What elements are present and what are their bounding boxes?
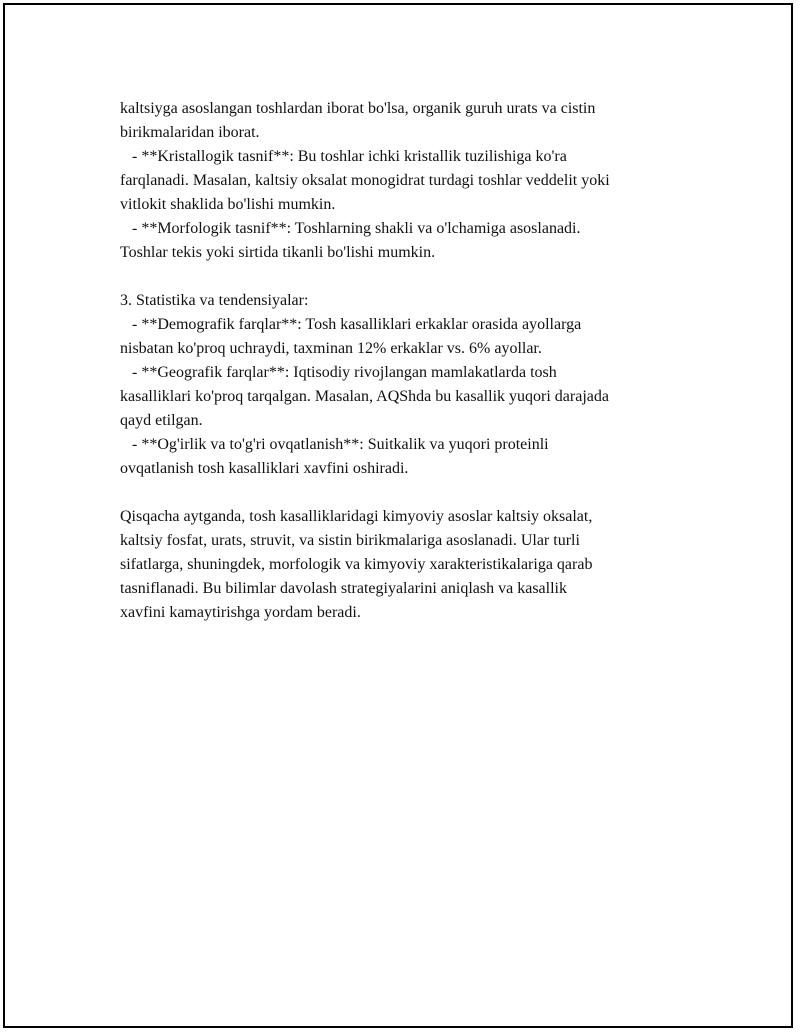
text-line: birikmalaridan iborat. xyxy=(120,124,260,141)
section-heading: 3. Statistika va tendensiyalar: xyxy=(120,292,309,309)
list-item-morphological: - **Morfologik tasnif**: Toshlarning shakli va o'lchamiga asoslanadi. xyxy=(120,220,581,237)
paragraph-statistics xyxy=(120,289,700,481)
list-item-crystallographic: - **Kristallogik tasnif**: Bu toshlar ichki kristallik tuzilishiga ko'ra xyxy=(120,148,567,165)
text-line: xavfini kamaytirishga yordam beradi. xyxy=(120,604,361,621)
list-item-nutrition: - **Og'irlik va to'g'ri ovqatlanish**: Suitkalik va yuqori proteinli xyxy=(120,436,549,453)
text-line: sifatlarga, shuningdek, morfologik va kimyoviy xarakteristikalariga qarab xyxy=(120,556,593,573)
text-line: kaltsiy fosfat, urats, struvit, va sistin birikmalariga asoslanadi. Ular turli xyxy=(120,532,580,549)
text-line: kaltsiyga asoslangan toshlardan iborat bo'lsa, organik guruh urats va cistin xyxy=(120,100,596,117)
text-line: Qisqacha aytganda, tosh kasalliklaridagi kimyoviy asoslar kaltsiy oksalat, xyxy=(120,508,593,525)
text-line: ovqatlanish tosh kasalliklari xavfini oshiradi. xyxy=(120,460,409,477)
document-body xyxy=(120,97,700,625)
list-item-geographic: - **Geografik farqlar**: Iqtisodiy rivojlangan mamlakatlarda tosh xyxy=(120,364,557,381)
paragraph-spacer xyxy=(120,481,700,505)
text-line: farqlanadi. Masalan, kaltsiy oksalat monogidrat turdagi toshlar veddelit yoki xyxy=(120,172,610,189)
text-line: Toshlar tekis yoki sirtida tikanli bo'lishi mumkin. xyxy=(120,244,436,261)
text-line: nisbatan ko'proq uchraydi, taxminan 12% erkaklar vs. 6% ayollar. xyxy=(120,340,542,357)
paragraph-spacer xyxy=(120,265,700,289)
paragraph-summary xyxy=(120,505,700,625)
text-line: tasniflanadi. Bu bilimlar davolash strategiyalarini aniqlash va kasallik xyxy=(120,580,567,597)
text-line: vitlokit shaklida bo'lishi mumkin. xyxy=(120,196,336,213)
text-line: qayd etilgan. xyxy=(120,412,203,429)
list-item-demographic: - **Demografik farqlar**: Tosh kasalliklari erkaklar orasida ayollarga xyxy=(120,316,582,333)
paragraph-classification xyxy=(120,97,700,265)
document-page xyxy=(3,3,793,1028)
text-line: kasalliklari ko'proq tarqalgan. Masalan, AQShda bu kasallik yuqori darajada xyxy=(120,388,609,405)
